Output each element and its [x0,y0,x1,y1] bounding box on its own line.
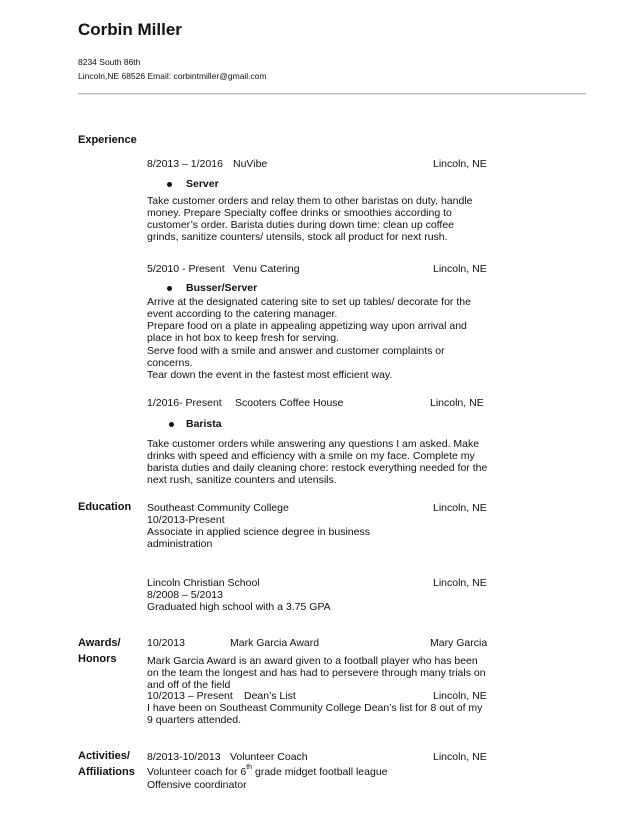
job-description-line: concerns. [147,357,193,369]
section-heading-awards: Awards/ [78,637,121,649]
job-description-line: Prepare food on a plate in appealing appetizing way upon arrival and [147,320,467,332]
activity-description-line: Offensive coordinator [147,779,247,791]
job-description-line: event according to the catering manager. [147,308,338,320]
job-description-line: place in hot box to keep fresh for serving. [147,332,340,344]
job-dates: 5/2010 - Present [147,263,225,275]
section-heading-affiliations: Affiliations [78,766,135,778]
activity-superscript: th [246,764,253,771]
school-name: Lincoln Christian School [147,577,260,589]
school-detail-line: Graduated high school with a 3.75 GPA [147,601,331,613]
bullet-icon [167,182,172,187]
award-name: Mark Garcia Award [230,637,320,649]
award-description-line: I have been on Southeast Community College Dean’s list for 8 out of my [147,702,483,714]
job-description-line: next rush, sanitize counters and utensils. [147,474,337,486]
resume-name: Corbin Miller [78,20,182,39]
award-description-line: 9 quarters attended. [147,714,241,726]
job-description-line: drinks with speed and efficiency with a smile on my face. Complete my [147,450,475,462]
job-employer: Venu Catering [233,263,300,275]
job-dates: 1/2016- Present [147,397,222,409]
header-divider [78,93,586,95]
job-title: Busser/Server [186,282,258,294]
school-detail-line: 8/2008 – 5/2013 [147,589,223,601]
section-heading-education: Education [78,501,132,513]
award-description-line: on the team the longest and has had to persevere through many trials on [147,667,486,679]
award-location: Lincoln, NE [433,690,487,702]
job-description-line: Serve food with a smile and answer and customer complaints or [147,345,445,357]
job-title: Barista [186,418,222,430]
job-description-line: grinds, sanitize counters/ utensils, stock all product for next rush. [147,231,448,243]
address-line-2: Lincoln,NE 68526 Email: corbintmiller@gmail.com [78,71,267,81]
activity-role: Volunteer Coach [230,751,308,763]
job-description-line: money. Prepare Specialty coffee drinks or smoothies according to [147,207,452,219]
award-date: 10/2013 – Present [147,690,233,702]
activity-location: Lincoln, NE [433,751,487,763]
job-description-line: Tear down the event in the fastest most efficient way. [147,369,393,381]
job-employer: NuVibe [233,158,268,170]
section-heading-honors: Honors [78,653,117,665]
award-date: 10/2013 [147,637,185,649]
job-employer: Scooters Coffee House [235,397,344,409]
job-description-line: customer’s order. Barista duties during down time: clean up coffee [147,219,455,231]
job-description-line: barista duties and daily cleaning chore: restock everything needed for the [147,462,488,474]
award-name: Dean’s List [244,690,296,702]
school-location: Lincoln, NE [433,577,487,589]
job-description-line: Take customer orders while answering any questions I am asked. Make [147,438,480,450]
job-description-line: Arrive at the designated catering site to set up tables/ decorate for the [147,296,471,308]
job-location: Lincoln, NE [433,263,487,275]
activity-text-part: Volunteer coach for 6 [147,766,247,778]
section-heading-activities: Activities/ [78,750,130,762]
school-detail-line: administration [147,538,213,550]
job-description-line: Take customer orders and relay them to other baristas on duty, handle [147,195,473,207]
job-title: Server [186,178,219,190]
job-location: Lincoln, NE [430,397,484,409]
section-heading-experience: Experience [78,134,137,146]
job-dates: 8/2013 – 1/2016 [147,158,223,170]
address-line-1: 8234 South 86th [78,57,141,67]
school-name: Southeast Community College [147,502,289,514]
job-location: Lincoln, NE [433,158,487,170]
school-detail-line: 10/2013-Present [147,514,225,526]
award-presenter: Mary Garcia [430,637,488,649]
school-detail-line: Associate in applied science degree in business [147,526,370,538]
school-location: Lincoln, NE [433,502,487,514]
activity-description-line [147,766,388,778]
award-description-line: Mark Garcia Award is an award given to a football player who has been [147,655,478,667]
award-description-line: and off of the field [147,679,231,691]
bullet-icon [167,286,172,291]
bullet-icon [169,422,174,427]
activity-dates: 8/2013-10/2013 [147,751,221,763]
activity-text-part: grade midget football league [252,766,388,778]
